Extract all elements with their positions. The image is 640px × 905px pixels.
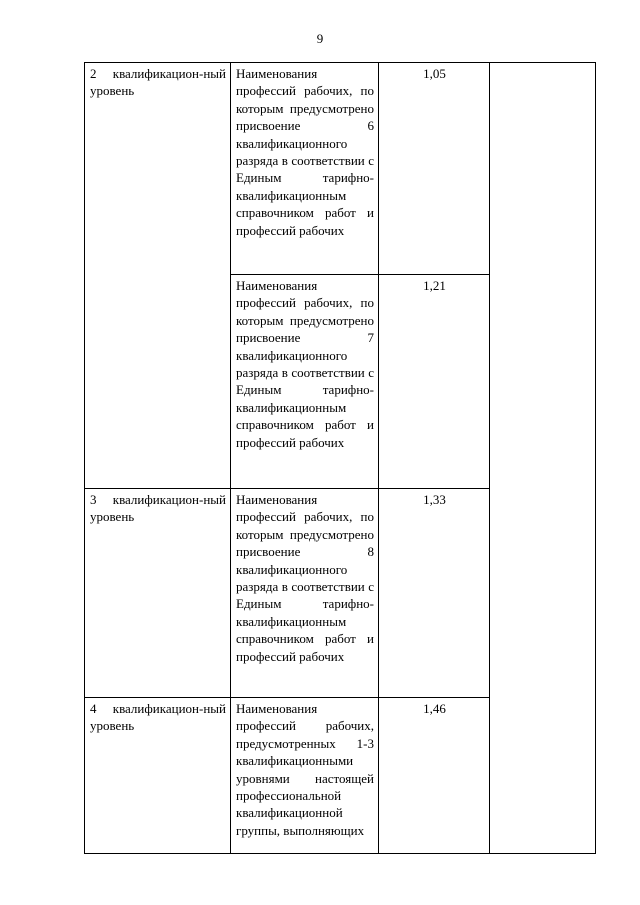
profession-description-cell: Наименования профессий рабочих, по которым предусмотрено присвоение 7 квалификационного разряда в соответствии с Единым тарифно-квалификационным справочником работ и профессий рабочих [231,275,379,489]
coefficient-cell: 1,33 [379,489,490,698]
coefficient-cell: 1,05 [379,63,490,275]
qualification-level-cell: 2 квалификацион-ный уровень [85,63,231,489]
page-number: 9 [316,31,324,46]
profession-description-cell: Наименования профессий рабочих, по которым предусмотрено присвоение 6 квалификационного разряда в соответствии с Единым тарифно-квалификационным справочником работ и профессий рабочих [231,63,379,275]
coefficient-cell: 1,21 [379,275,490,489]
coefficient-cell: 1,46 [379,698,490,854]
profession-description-cell: Наименования профессий рабочих, по которым предусмотрено присвоение 8 квалификационного разряда в соответствии с Единым тарифно-квалификационным справочником работ и профессий рабочих [231,489,379,698]
qualification-level-cell: 4 квалификацион-ный уровень [85,698,231,854]
table-row [85,63,596,275]
qualification-table [84,62,596,854]
empty-cell [490,63,596,854]
profession-description-cell: Наименования профессий рабочих, предусмотренных 1-3 квалификационными уровнями настоящей профессиональной квалификационной группы, выполняющих [231,698,379,854]
qualification-level-cell: 3 квалификацион-ный уровень [85,489,231,698]
